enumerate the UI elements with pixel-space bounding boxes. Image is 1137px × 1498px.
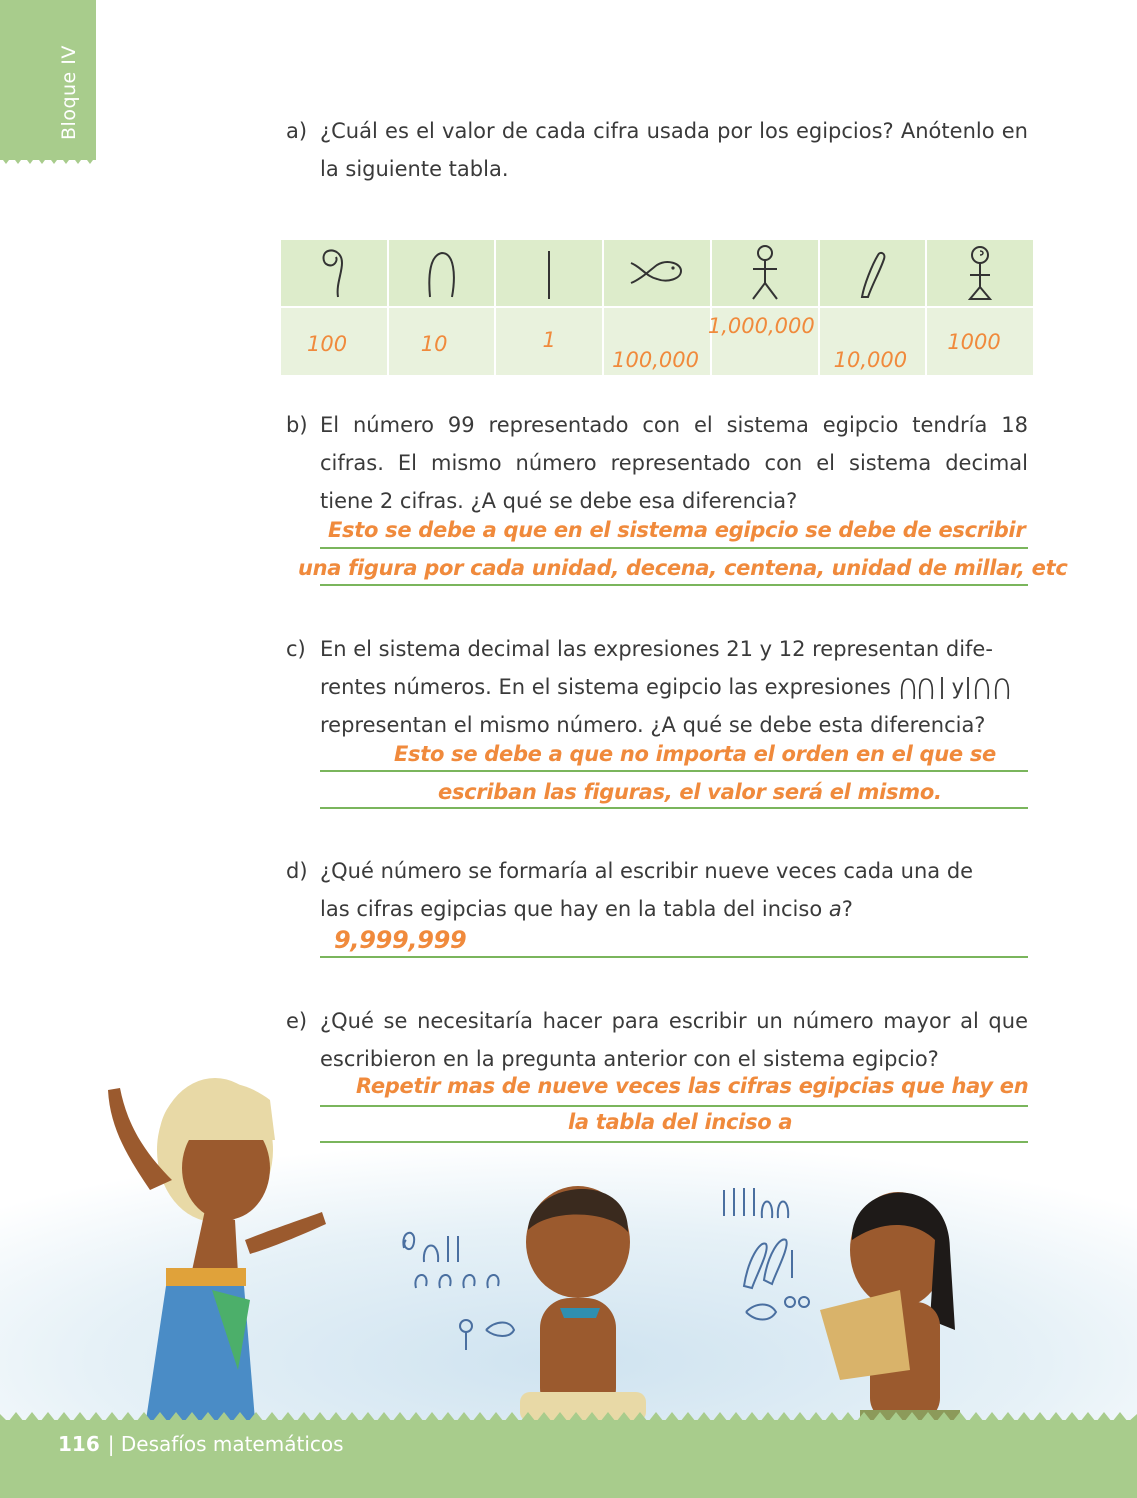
glyph-cell (927, 240, 1033, 306)
answer-line (320, 770, 1028, 772)
value-text: 1000 (947, 330, 1001, 354)
egyptian-expression-icon (898, 675, 952, 701)
block-label: Bloque IV (58, 45, 80, 140)
answer-d: 9,999,999 (334, 926, 467, 954)
tadpole-icon (627, 253, 687, 293)
answer-line (320, 1105, 1028, 1107)
glyph-cell (496, 240, 602, 306)
book-title: Desafíos matemáticos (120, 1432, 344, 1456)
footer-separator: | (107, 1432, 115, 1456)
answer-line (320, 807, 1028, 809)
answer-line (320, 956, 1028, 958)
value-row (281, 308, 1033, 375)
children-illustration (0, 1040, 1137, 1440)
question-letter: b) (286, 413, 308, 437)
question-text-part: y (951, 675, 964, 699)
answer-c-line-1: Esto se debe a que no importa el orden en el que se (394, 742, 996, 766)
value-text: 10 (420, 332, 448, 356)
egyptian-expression-icon (964, 675, 1016, 701)
value-cell (820, 308, 926, 375)
heel-bone-icon (422, 245, 462, 301)
answer-line (320, 547, 1028, 549)
question-text: El número 99 representado con el sistema egipcio tendría 18 cifras. El mismo número representado con el sistema decimal tiene 2 cifras. ¿A qué se debe esa diferencia? (320, 413, 1028, 513)
value-cell (604, 308, 710, 375)
glyph-cell (820, 240, 926, 306)
side-tab (0, 0, 96, 160)
value-cell (389, 308, 495, 375)
answer-e-line-2: la tabla del inciso a (568, 1110, 793, 1134)
question-letter: e) (286, 1009, 308, 1033)
answer-b-line-2: una figura por cada unidad, decena, centena, unidad de millar, etc (298, 556, 1068, 580)
question-b (286, 406, 1028, 520)
coil-rope-icon (314, 245, 354, 301)
glyph-cell (604, 240, 710, 306)
question-text: ¿Cuál es el valor de cada cifra usada por los egipcios? Anótenlo en la siguiente tabla. (320, 119, 1028, 181)
answer-b-line-1: Esto se debe a que en el sistema egipcio se debe de escribir (328, 518, 1026, 542)
kneeling-man-icon (745, 243, 785, 303)
answer-e-line-1: Repetir mas de nueve veces las cifras egipcias que hay en (356, 1074, 1029, 1098)
question-text-part: rentes números. En el sistema egipcio las expresiones (320, 675, 891, 699)
value-text: 100 (307, 332, 348, 356)
footer (58, 1432, 344, 1456)
question-letter: a) (286, 119, 308, 143)
question-letter: c) (286, 637, 306, 661)
value-text: 10,000 (833, 348, 908, 372)
value-cell (927, 308, 1033, 375)
question-e (286, 1002, 1028, 1078)
question-letter: d) (286, 859, 308, 883)
question-text-line-3: representan el mismo número. ¿A qué se debe esta diferencia? (320, 713, 986, 737)
question-text-line-2 (320, 668, 1028, 706)
egyptian-numerals-table (281, 240, 1033, 375)
question-d (286, 852, 1028, 928)
question-text: ¿Qué se necesitaría hacer para escribir un número mayor al que escribieron en la pregunta anterior con el sistema egipcio? (320, 1009, 1028, 1071)
question-text-italic: a (828, 897, 842, 921)
answer-c-line-2: escriban las figuras, el valor será el mismo. (438, 780, 942, 804)
question-a (286, 112, 1028, 188)
value-cell (707, 308, 818, 375)
question-text-line-1: ¿Qué número se formaría al escribir nueve veces cada una de (320, 859, 974, 883)
staff-stroke-icon (539, 245, 559, 301)
question-text-part: ? (841, 897, 853, 921)
page-number: 116 (58, 1432, 100, 1456)
glyph-cell (281, 240, 387, 306)
side-tab-zigzag (0, 150, 96, 166)
question-c (286, 630, 1028, 744)
value-cell (281, 308, 387, 375)
value-text: 1 (542, 328, 556, 352)
value-cell (496, 308, 602, 375)
lotus-flower-icon (960, 243, 1000, 303)
glyph-row (281, 240, 1033, 306)
glyph-cell (389, 240, 495, 306)
question-text-part: las cifras egipcias que hay en la tabla del inciso (320, 897, 823, 921)
finger-icon (852, 245, 892, 301)
value-text: 1,000,000 (707, 314, 815, 338)
question-text-line-2 (320, 890, 1028, 928)
question-text-line-1: En el sistema decimal las expresiones 21 y 12 representan dife- (320, 637, 993, 661)
glyph-cell (712, 240, 818, 306)
answer-line (320, 584, 1028, 586)
answer-line (320, 1141, 1028, 1143)
value-text: 100,000 (612, 348, 699, 372)
